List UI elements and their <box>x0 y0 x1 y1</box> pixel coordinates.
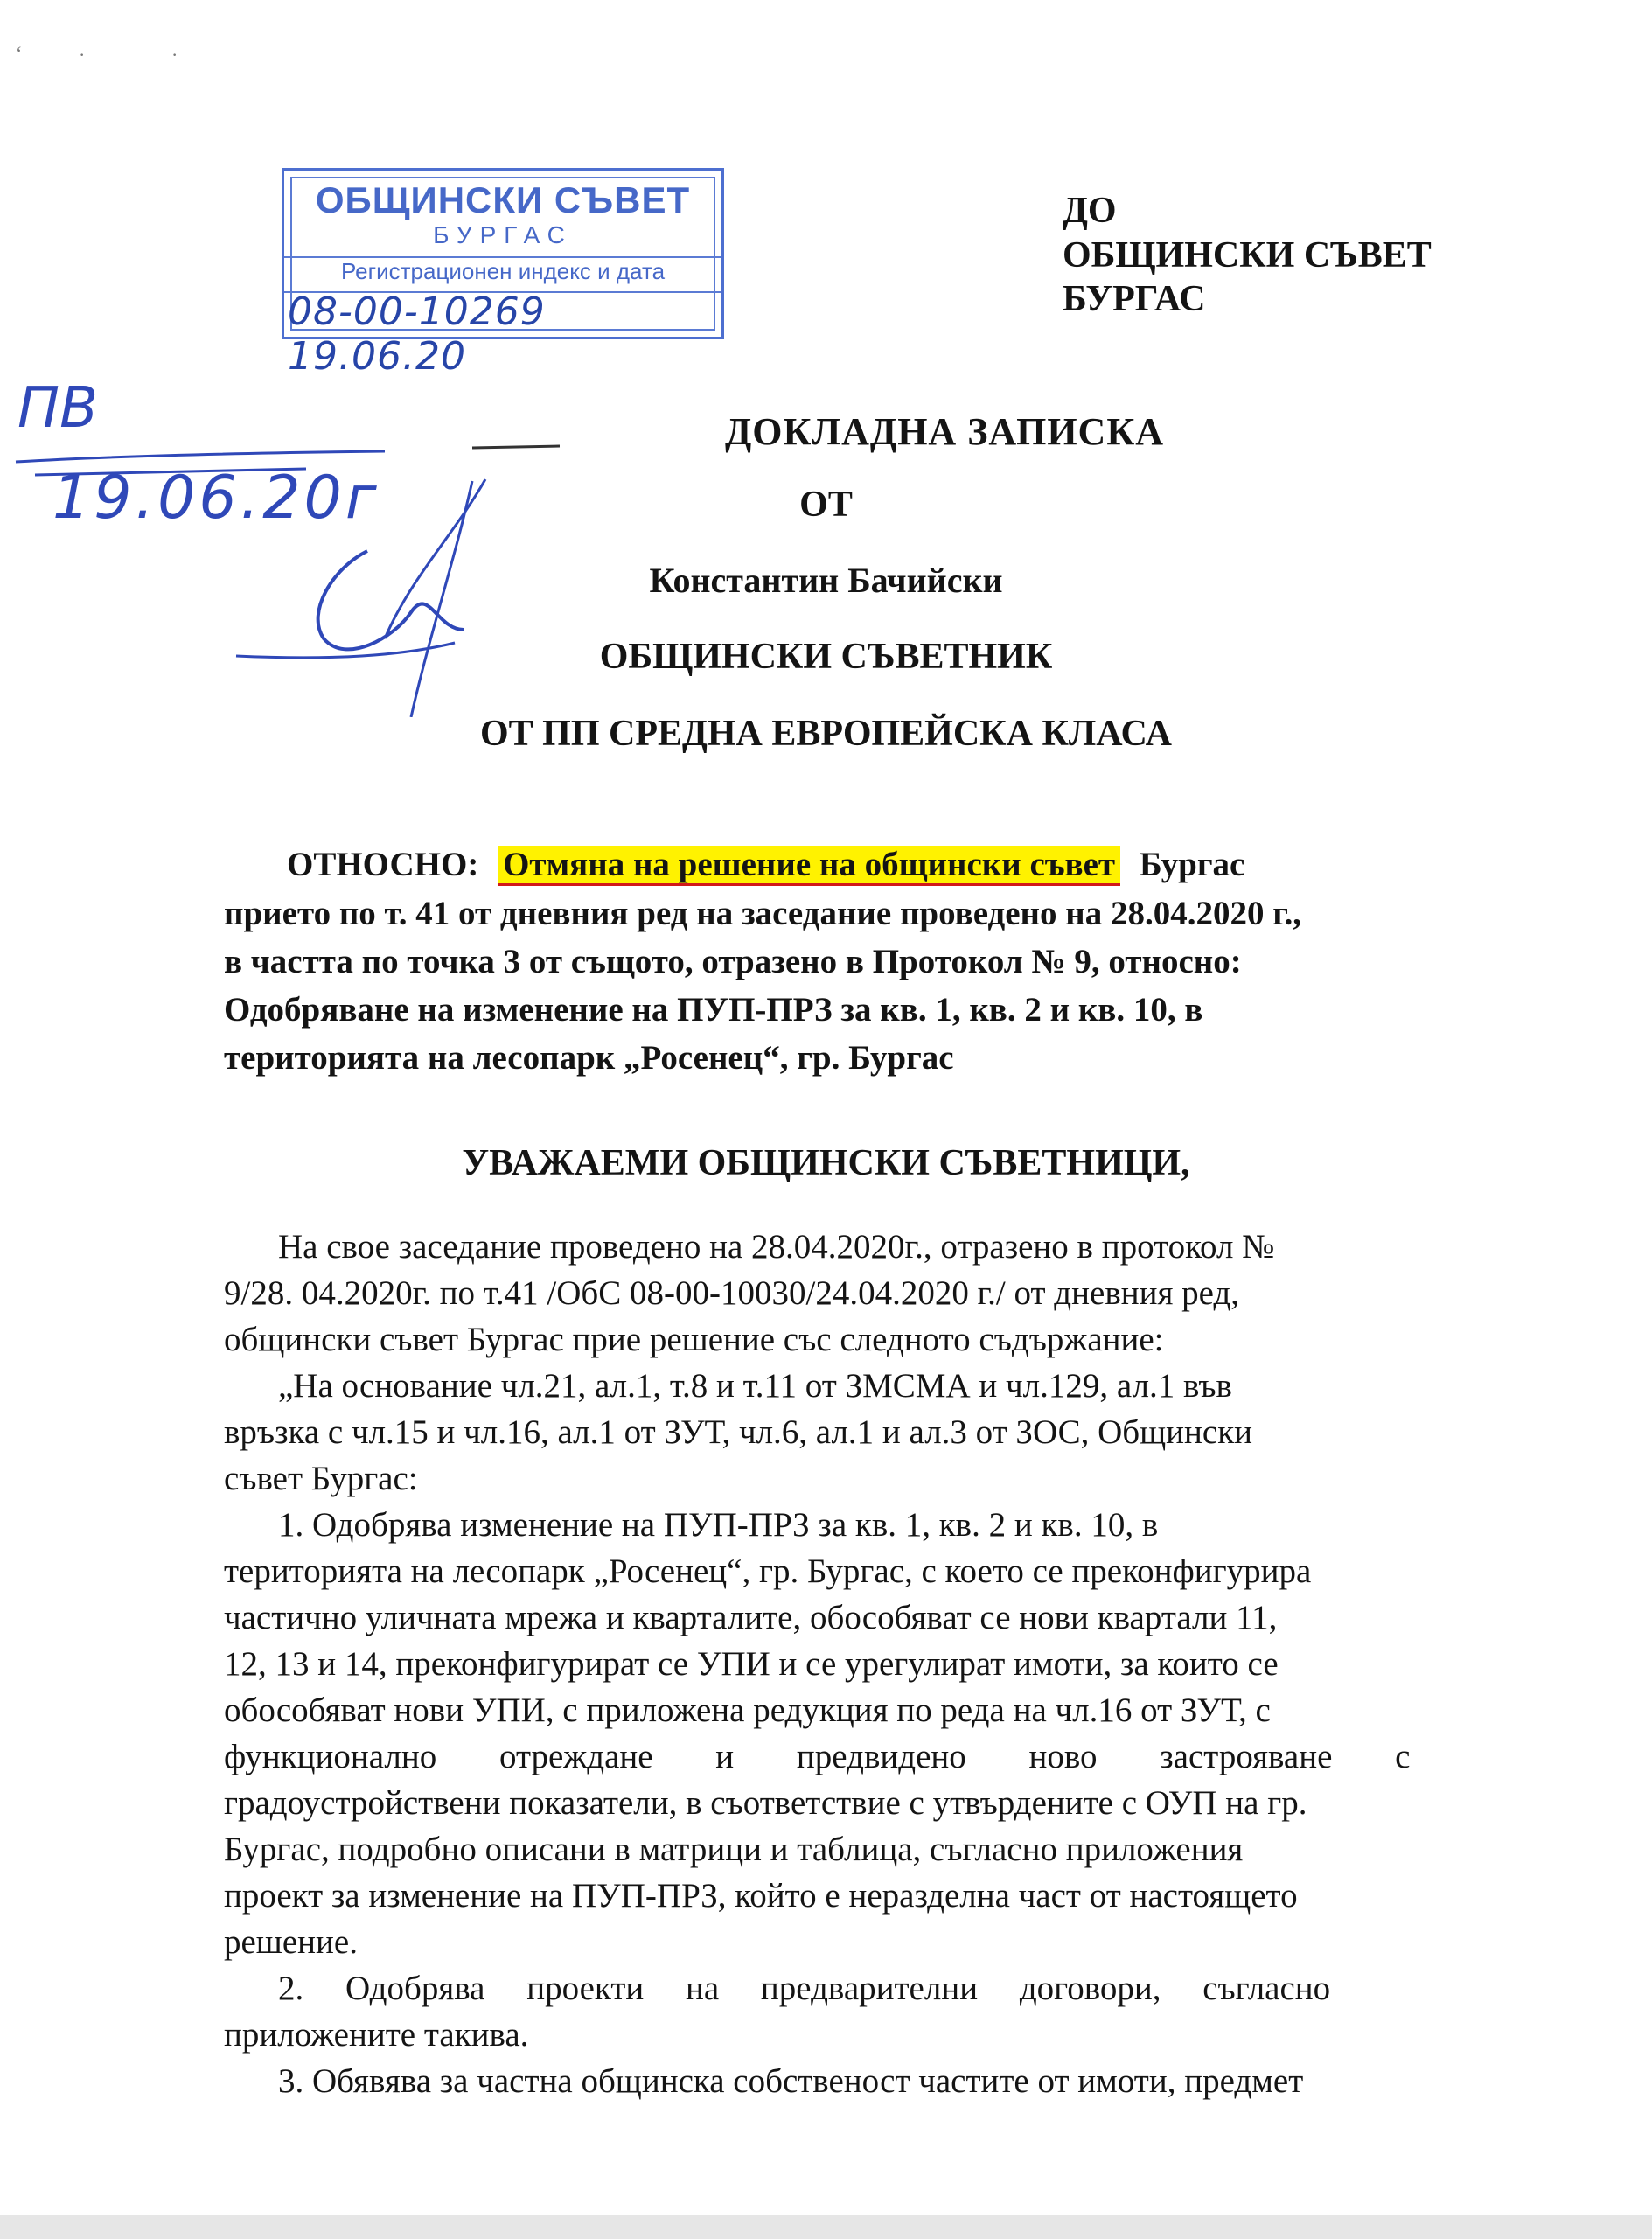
body-line: 1. Одобрява изменение на ПУП-ПРЗ за кв. 1, кв. 2 и кв. 10, в <box>278 1506 1159 1544</box>
subject-line-5: територията на лесопарк „Росенец“, гр. Бургас <box>224 1039 954 1077</box>
scan-speck: ‘ <box>16 42 23 64</box>
stamp-title: ОБЩИНСКИ СЪВЕТ <box>315 179 691 220</box>
stamp-registration-number: 08-00-10269 19.06.20 <box>288 289 546 379</box>
subject-highlight: Отмяна на решение на общински съвет <box>498 846 1120 886</box>
subject-line-2: прието по т. 41 от дневния ред на заседание проведено на 28.04.2020 г., <box>224 895 1302 932</box>
subject-label: ОТНОСНО: <box>287 846 479 883</box>
body-line: приложените такива. <box>224 2016 529 2054</box>
body-line: 2. Одобрява проекти на предварителни договори, съгласно <box>278 1970 1331 2007</box>
addressee-city: БУРГАС <box>1063 279 1206 319</box>
handwritten-initials: ПВ <box>17 376 99 441</box>
author-name: Константин Бачийски <box>649 561 1003 600</box>
body-line: връзка с чл.15 и чл.16, ал.1 от ЗУТ, чл.6, ал.1 и ал.3 от ЗОС, Общински <box>224 1413 1253 1451</box>
document-title: ДОКЛАДНА ЗАПИСКА <box>724 410 1165 453</box>
body-line: Бургас, подробно описани в матрици и таблица, съгласно приложения <box>224 1831 1244 1868</box>
from-label: ОТ <box>799 485 853 525</box>
body-line: „На основание чл.21, ал.1, т.8 и т.11 от ЗМСМА и чл.129, ал.1 във <box>278 1367 1232 1405</box>
subject-line-1 <box>224 845 1459 884</box>
subject-line-4: Одобряване на изменение на ПУП-ПРЗ за кв. 1, кв. 2 и кв. 10, в <box>224 991 1203 1029</box>
body-line: 12, 13 и 14, преконфигурират се УПИ и се урегулират имоти, за които се <box>224 1645 1279 1683</box>
body-line: решение. <box>224 1923 358 1961</box>
body-line: съвет Бургас: <box>224 1460 418 1497</box>
subject-line-3: в частта по точка 3 от същото, отразено в Протокол № 9, относно: <box>224 943 1242 980</box>
body-line: На свое заседание проведено на 28.04.2020г., отразено в протокол № <box>278 1228 1275 1266</box>
scan-speck: · <box>79 44 86 66</box>
author-party: ОТ ПП СРЕДНА ЕВРОПЕЙСКА КЛАСА <box>479 714 1173 754</box>
addressee-to: ДО <box>1063 191 1117 231</box>
body-line: общински съвет Бургас прие решение със следното съдържание: <box>224 1321 1164 1358</box>
author-position: ОБЩИНСКИ СЪВЕТНИК <box>599 637 1053 677</box>
body-line: частично уличната мрежа и кварталите, обособяват се нови квартали 11, <box>224 1599 1278 1636</box>
scan-bottom-edge <box>0 2215 1652 2239</box>
handwritten-date: 19.06.20г <box>52 464 380 533</box>
body-line: проект за изменение на ПУП-ПРЗ, който е неразделна част от настоящето <box>224 1877 1298 1915</box>
body-line: 9/28. 04.2020г. по т.41 /ОбС 08-00-10030/24.04.2020 г./ от дневния ред, <box>224 1274 1240 1312</box>
body-line: обособяват нови УПИ, с приложена редукция по реда на чл.16 от ЗУТ, с <box>224 1691 1271 1729</box>
registration-stamp <box>282 168 724 379</box>
body-line: градоустройствени показатели, в съответствие с утвърдените с ОУП на гр. <box>224 1784 1307 1822</box>
salutation: УВАЖАЕМИ ОБЩИНСКИ СЪВЕТНИЦИ, <box>462 1143 1190 1183</box>
stamp-city: БУРГАС <box>433 221 573 248</box>
body-line: 3. Обявява за частна общинска собственост частите от имоти, предмет <box>278 2062 1304 2100</box>
scan-speck: · <box>171 44 178 66</box>
stamp-caption: Регистрационен индекс и дата <box>340 258 666 284</box>
body-line: територията на лесопарк „Росенец“, гр. Бургас, с което се преконфигурира <box>224 1552 1312 1590</box>
body-line: функционално отреждане и предвидено ново застрояване с <box>224 1738 1411 1775</box>
subject-rest: Бургас <box>1139 846 1245 883</box>
addressee-org: ОБЩИНСКИ СЪВЕТ <box>1063 235 1432 276</box>
